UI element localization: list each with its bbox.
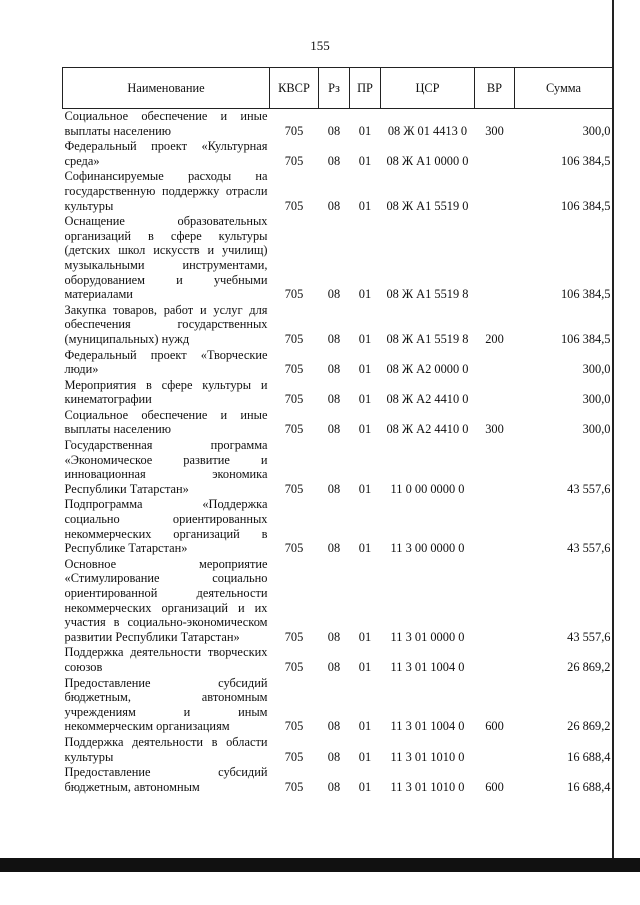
cell-vr [475,169,515,214]
cell-sum: 16 688,4 [567,749,611,764]
cell-csr: 11 3 01 1004 0 [390,719,465,734]
cell-pr: 01 [358,422,372,437]
cell-vr [475,645,515,675]
header-rz: Рз [319,68,350,109]
table-row [63,645,613,675]
cell-name: Предоставление субсидий бюджетным, автономным [64,765,268,794]
cell-rz: 08 [327,659,341,674]
cell-pr: 01 [358,481,372,496]
cell-sum: 106 384,5 [560,287,611,302]
table-row [63,735,613,765]
cell-pr: 01 [358,153,372,168]
cell-sum: 300,0 [582,422,611,437]
cell-pr: 01 [358,659,372,674]
cell-rz: 08 [327,153,341,168]
cell-rz: 08 [327,123,341,138]
cell-csr: 08 Ж А2 4410 0 [386,422,469,437]
cell-name: Федеральный проект «Творческие люди» [64,347,268,377]
cell-name: Государственная программа «Экономическое развитие и инновационная экономика Республики Татарстан» [64,438,268,496]
cell-pr: 01 [358,719,372,734]
cell-rz: 08 [327,629,341,644]
cell-vr: 200 [485,331,504,346]
cell-rz: 08 [327,198,341,213]
cell-kvsr: 705 [284,422,304,437]
page-number: 155 [310,38,330,53]
cell-pr: 01 [358,779,372,794]
cell-vr [475,557,515,646]
cell-name: Поддержка деятельности в области культуры [64,734,268,764]
cell-vr [475,438,515,497]
page-edge-rule [612,0,614,858]
cell-csr: 08 Ж А2 4410 0 [386,392,469,407]
cell-csr: 08 Ж А1 5519 0 [386,198,469,213]
cell-kvsr: 705 [284,719,304,734]
cell-name: Социальное обеспечение и иные выплаты населению [64,407,268,437]
cell-kvsr: 705 [284,659,304,674]
table-row [63,676,613,735]
cell-vr: 300 [485,123,504,138]
cell-pr: 01 [358,629,372,644]
cell-kvsr: 705 [284,779,304,794]
table-row [63,765,613,795]
cell-sum: 300,0 [582,362,611,377]
table-row [63,408,613,438]
cell-sum: 26 869,2 [567,659,611,674]
cell-vr [475,497,515,556]
cell-sum: 43 557,6 [567,541,611,556]
cell-sum: 43 557,6 [567,629,611,644]
cell-vr [475,214,515,303]
cell-name: Социальное обеспечение и иные выплаты населению [64,109,268,138]
cell-name: Оснащение образовательных организаций в сфере культуры (детских школ искусств и училищ) музыкальными инструментами, оборудованием и учебными материалами [64,214,268,302]
cell-pr: 01 [358,392,372,407]
cell-csr: 08 Ж 01 4413 0 [387,123,468,138]
cell-vr: 600 [485,779,504,794]
cell-rz: 08 [327,541,341,556]
cell-pr: 01 [358,198,372,213]
cell-vr: 600 [485,719,504,734]
cell-pr: 01 [358,749,372,764]
header-pr: ПР [350,68,381,109]
table-row [63,109,613,140]
header-sum: Сумма [515,68,613,109]
budget-table [62,67,613,795]
cell-sum: 106 384,5 [560,153,611,168]
cell-name: Подпрограмма «Поддержка социально ориентированных некоммерческих организаций в Республике Татарстан» [64,497,268,556]
cell-name: Мероприятия в сфере культуры и кинематографии [64,377,268,407]
cell-vr [475,139,515,169]
header-vr: ВР [475,68,515,109]
table-row [63,169,613,214]
cell-name: Софинансируемые расходы на государственную поддержку отрасли культуры [64,169,268,213]
cell-pr: 01 [358,123,372,138]
cell-rz: 08 [327,362,341,377]
cell-csr: 11 3 01 1010 0 [390,749,465,764]
cell-kvsr: 705 [284,362,304,377]
cell-sum: 16 688,4 [567,779,611,794]
cell-sum: 300,0 [582,392,611,407]
cell-csr: 08 Ж А1 5519 8 [386,331,469,346]
cell-kvsr: 705 [284,331,304,346]
cell-rz: 08 [327,331,341,346]
cell-kvsr: 705 [284,629,304,644]
cell-csr: 08 Ж А1 5519 8 [386,287,469,302]
cell-rz: 08 [327,749,341,764]
cell-kvsr: 705 [284,541,304,556]
table-row [63,438,613,497]
header-csr: ЦСР [381,68,475,109]
cell-rz: 08 [327,392,341,407]
cell-kvsr: 705 [284,392,304,407]
table-row [63,214,613,303]
cell-name: Поддержка деятельности творческих союзов [64,645,268,674]
cell-vr [475,348,515,378]
header-name: Наименование [63,68,270,109]
cell-csr: 08 Ж А2 0000 0 [386,362,469,377]
cell-kvsr: 705 [284,287,304,302]
table-row [63,497,613,556]
cell-sum: 43 557,6 [567,481,611,496]
cell-csr: 08 Ж А1 0000 0 [386,153,469,168]
scan-bottom-bar [0,858,640,872]
cell-name: Основное мероприятие «Стимулирование социально ориентированной деятельности некоммерческих организаций и их участия в социально-экономическом развитии Республики Татарстан» [64,556,268,644]
cell-rz: 08 [327,481,341,496]
cell-pr: 01 [358,287,372,302]
cell-sum: 300,0 [582,123,611,138]
cell-csr: 11 3 01 1010 0 [390,779,465,794]
cell-csr: 11 0 00 0000 0 [390,481,465,496]
cell-vr [475,378,515,408]
cell-csr: 11 3 01 1004 0 [390,659,465,674]
cell-name: Предоставление субсидий бюджетным, автономным учреждениям и иным некоммерческим организациям [64,675,268,734]
cell-vr [475,735,515,765]
cell-rz: 08 [327,422,341,437]
cell-sum: 106 384,5 [560,331,611,346]
cell-kvsr: 705 [284,123,304,138]
cell-kvsr: 705 [284,153,304,168]
table-header-row [63,68,613,109]
cell-name: Федеральный проект «Культурная среда» [64,139,268,168]
table-row [63,348,613,378]
cell-csr: 11 3 00 0000 0 [390,541,465,556]
cell-name: Закупка товаров, работ и услуг для обеспечения государственных (муниципальных) нужд [64,302,268,346]
cell-pr: 01 [358,362,372,377]
table-row [63,557,613,646]
cell-csr: 11 3 01 0000 0 [390,629,465,644]
cell-rz: 08 [327,779,341,794]
cell-rz: 08 [327,719,341,734]
cell-kvsr: 705 [284,481,304,496]
cell-sum: 26 869,2 [567,719,611,734]
cell-kvsr: 705 [284,749,304,764]
table-row [63,303,613,348]
cell-pr: 01 [358,541,372,556]
table-row [63,139,613,169]
table-row [63,378,613,408]
cell-vr: 300 [485,422,504,437]
cell-rz: 08 [327,287,341,302]
cell-pr: 01 [358,331,372,346]
header-kvsr: КВСР [270,68,319,109]
cell-sum: 106 384,5 [560,198,611,213]
cell-kvsr: 705 [284,198,304,213]
